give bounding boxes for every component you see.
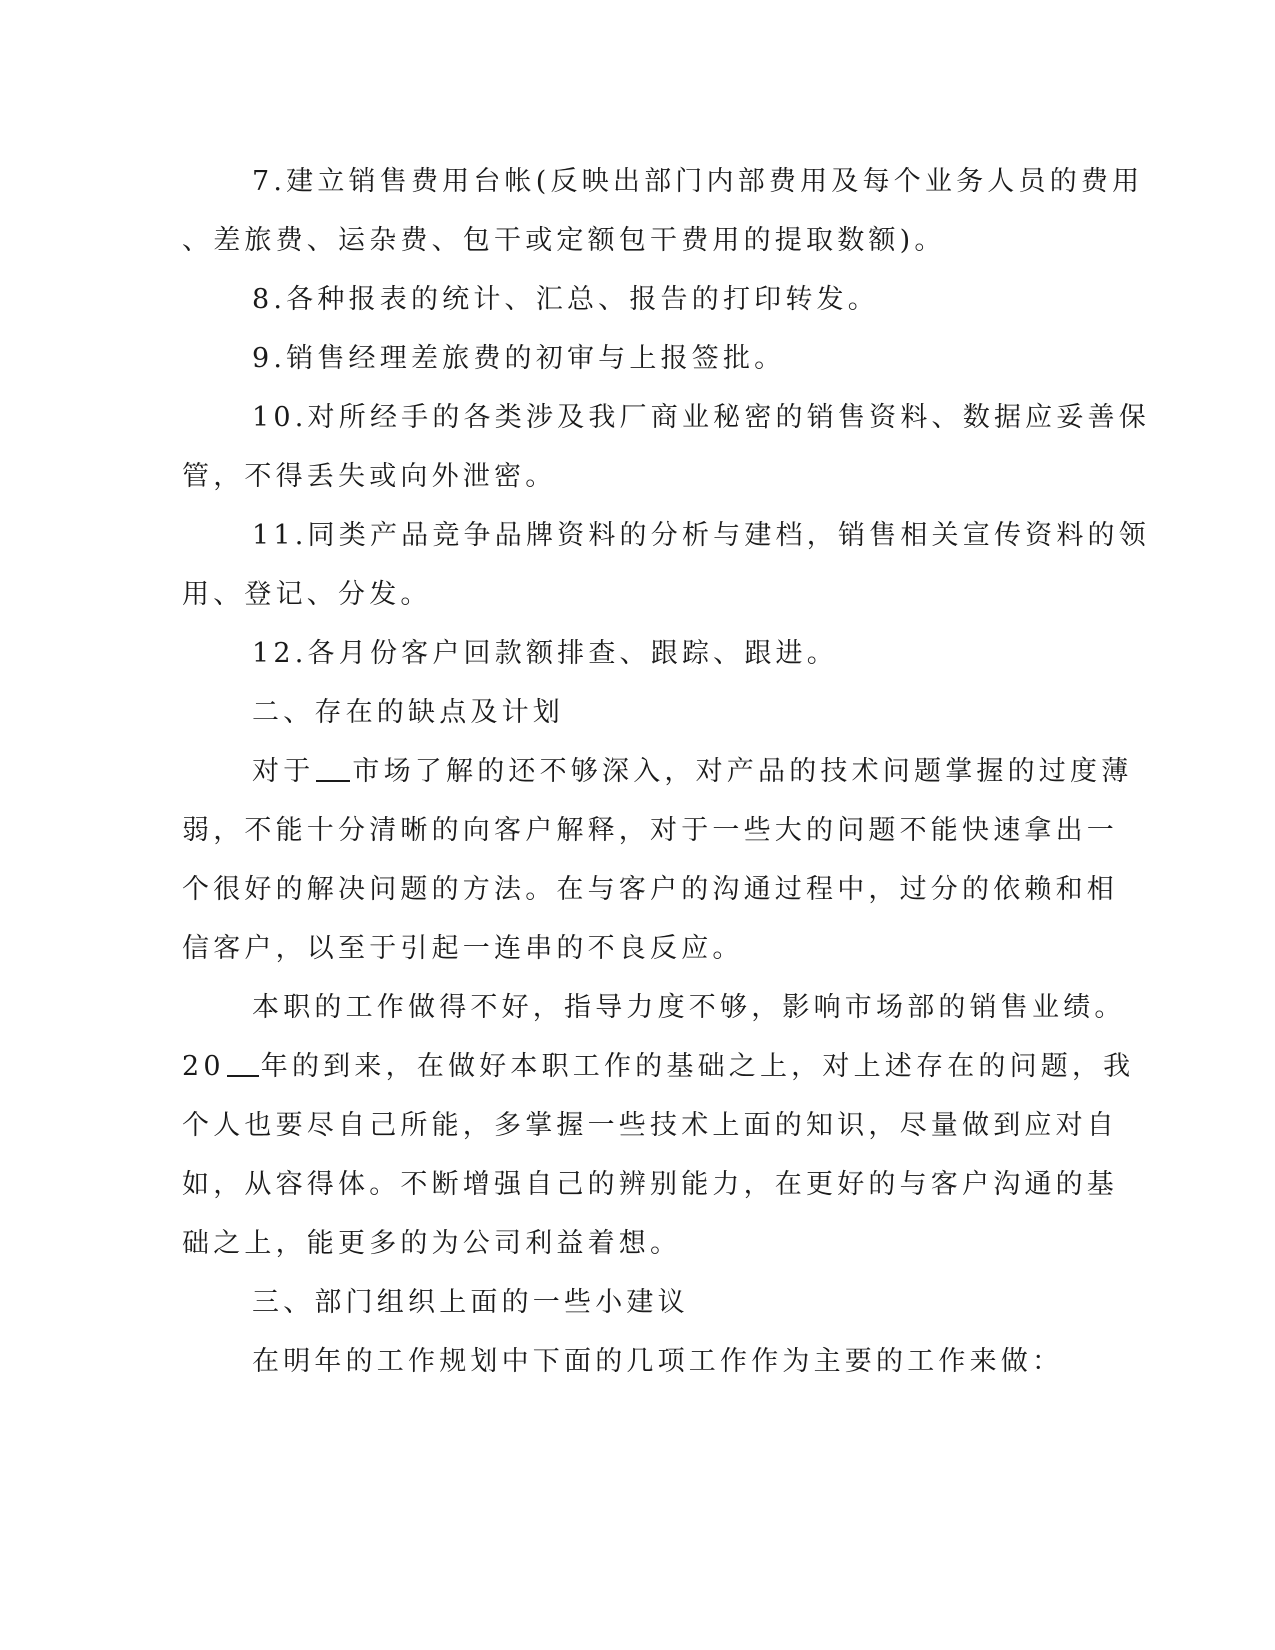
paragraph-line: 如，从容得体。不断增强自己的辨别能力，在更好的与客户沟通的基 <box>182 1169 1118 1200</box>
paragraph-line: 个人也要尽自己所能，多掌握一些技术上面的知识，尽量做到应对自 <box>182 1110 1118 1141</box>
paragraph-line: 信客户，以至于引起一连串的不良反应。 <box>182 933 744 964</box>
paragraph-line: 10.对所经手的各类涉及我厂商业秘密的销售资料、数据应妥善保 <box>252 402 1150 433</box>
paragraph-line: 7.建立销售费用台帐(反映出部门内部费用及每个业务人员的费用 <box>252 166 1144 197</box>
paragraph-line: 个很好的解决问题的方法。在与客户的沟通过程中，过分的依赖和相 <box>182 874 1118 905</box>
section-heading: 二、存在的缺点及计划 <box>252 697 564 728</box>
section-heading: 三、部门组织上面的一些小建议 <box>252 1287 689 1318</box>
line-text: 市场了解的还不够深入，对产品的技术问题掌握的过度薄 <box>352 756 1133 787</box>
line-prefix: 20 <box>182 1051 225 1082</box>
paragraph-line <box>182 1045 1134 1089</box>
paragraph-line <box>252 750 1132 794</box>
paragraph-line: 本职的工作做得不好，指导力度不够，影响市场部的销售业绩。 <box>252 992 1126 1023</box>
paragraph-line: 9.销售经理差旅费的初审与上报签批。 <box>252 343 786 374</box>
blank-underline <box>227 1049 259 1077</box>
paragraph-line: 在明年的工作规划中下面的几项工作作为主要的工作来做： <box>252 1346 1064 1377</box>
paragraph-line: 弱，不能十分清晰的向客户解释，对于一些大的问题不能快速拿出一 <box>182 815 1118 846</box>
paragraph-line: 管，不得丢失或向外泄密。 <box>182 461 557 492</box>
paragraph-line: 8.各种报表的统计、汇总、报告的打印转发。 <box>252 284 879 315</box>
paragraph-line: 11.同类产品竞争品牌资料的分析与建档，销售相关宣传资料的领 <box>252 520 1150 551</box>
blank-underline <box>316 754 350 782</box>
paragraph-line: 用、登记、分发。 <box>182 579 432 610</box>
paragraph-line: 础之上，能更多的为公司利益着想。 <box>182 1228 682 1259</box>
line-text: 年的到来，在做好本职工作的基础之上，对上述存在的问题，我 <box>260 1051 1135 1082</box>
line-prefix: 对于 <box>252 756 315 787</box>
paragraph-line: 12.各月份客户回款额排查、跟踪、跟进。 <box>252 638 838 669</box>
paragraph-line: 、差旅费、运杂费、包干或定额包干费用的提取数额)。 <box>182 225 946 256</box>
